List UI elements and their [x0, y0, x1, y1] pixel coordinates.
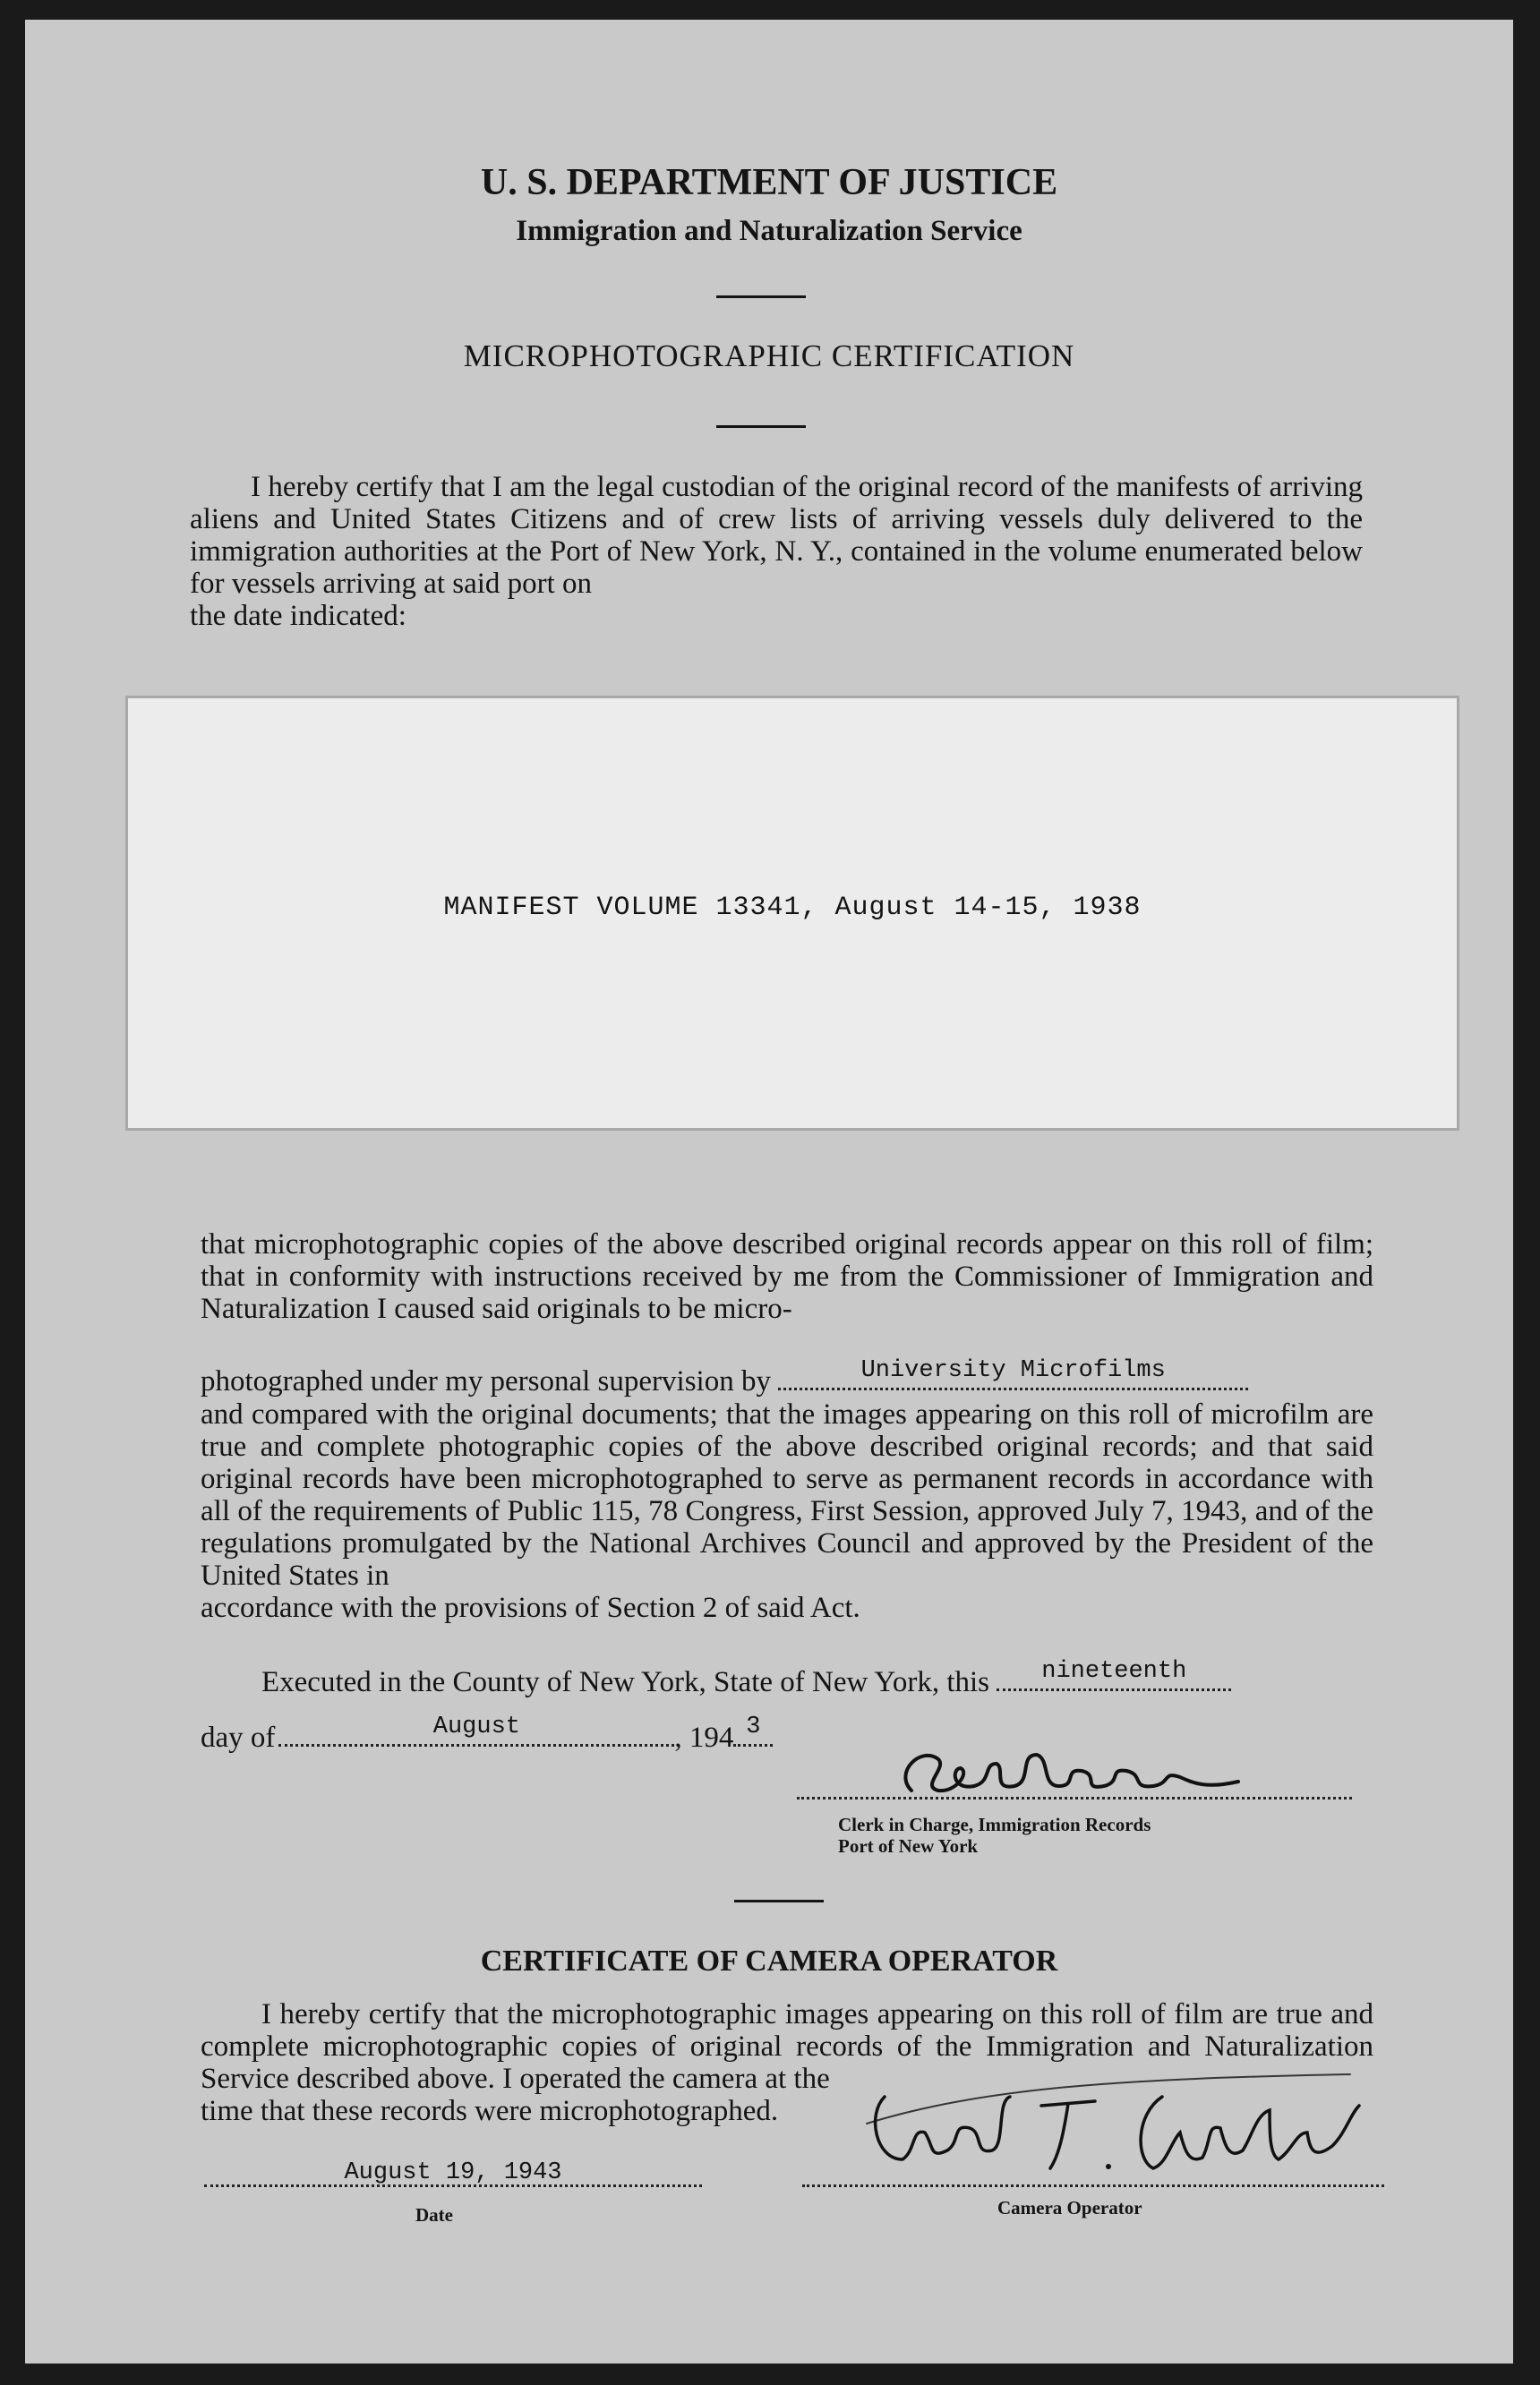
operator-signature-line — [802, 2184, 1384, 2187]
supervision-prefix: photographed under my personal supervision by — [201, 1365, 771, 1398]
divider — [734, 1900, 824, 1902]
camera-date-value: August 19, 1943 — [344, 2159, 562, 2186]
month-value: August — [432, 1714, 520, 1740]
supervision-line — [201, 1357, 1248, 1398]
clerk-signature-line — [797, 1797, 1352, 1799]
divider — [716, 425, 806, 428]
clerk-title-line1: Clerk in Charge, Immigration Records — [838, 1814, 1151, 1835]
service-subheading: Immigration and Naturalization Service — [516, 215, 1022, 247]
execution-line — [261, 1658, 1231, 1699]
intro-last-line: the date indicated: — [190, 600, 406, 632]
clerk-title-line2: Port of New York — [838, 1835, 979, 1857]
department-heading: U. S. DEPARTMENT OF JUSTICE — [480, 162, 1058, 203]
certificate-page — [25, 20, 1513, 2364]
body-paragraph-top — [201, 1228, 1373, 1325]
day-value: nineteenth — [1041, 1658, 1187, 1685]
camera-operator-heading: CERTIFICATE OF CAMERA OPERATOR — [480, 1945, 1058, 1978]
certification-title: MICROPHOTOGRAPHIC CERTIFICATION — [463, 338, 1075, 373]
clerk-title — [838, 1814, 1151, 1857]
year-field — [733, 1714, 773, 1747]
year-value: 3 — [746, 1714, 761, 1740]
day-of-label: day of — [201, 1722, 276, 1754]
execution-prefix: Executed in the County of New York, State of New York, this — [261, 1666, 990, 1698]
camera-last-line: time that these records were microphotographed. — [201, 2095, 779, 2127]
month-field — [278, 1714, 674, 1747]
intro-paragraph — [190, 471, 1363, 632]
supervision-value: University Microfilms — [860, 1357, 1166, 1384]
supervision-field — [778, 1357, 1248, 1390]
year-prefix: , 194 — [674, 1722, 734, 1754]
body-last-line: accordance with the provisions of Section 2 of said Act. — [201, 1592, 860, 1624]
clerk-signature — [885, 1737, 1261, 1817]
manifest-record-box — [125, 696, 1459, 1131]
date-line — [201, 1714, 773, 1755]
date-label: Date — [415, 2204, 453, 2226]
body-main-text: that microphotographic copies of the above described original records appear on this roll of film; that in conformity with instructions received by me from the Commissioner of Immigration and Naturalization I caused said originals to be micro- — [201, 1228, 1373, 1325]
manifest-volume-text: MANIFEST VOLUME 13341, August 14-15, 1938 — [443, 893, 1142, 923]
body-paragraph-rest — [201, 1398, 1373, 1624]
camera-operator-label: Camera Operator — [997, 2197, 1142, 2218]
divider — [716, 295, 806, 298]
body-rest-text: and compared with the original documents; that the images appearing on this roll of microfilm are true and complete photographic copies of the above described original records; and that said original records have been microphotographed to serve as permanent records in accordance with all of the requirements of Public 115, 78 Congress, First Session, approved July 7, 1943, and of the regulations promulgated by the National Archives Council and approved by the President of the United States in — [201, 1398, 1373, 1592]
intro-text: I hereby certify that I am the legal custodian of the original record of the manifests of arriving aliens and United States Citizens and of crew lists of arriving vessels duly delivered to the immigration authorities at the Port of New York, N. Y., contained in the volume enumerated below for vessels arriving at said port on — [190, 471, 1363, 600]
camera-text: I hereby certify that the microphotographic images appearing on this roll of film are true and complete microphotographic copies of original records of the Immigration and Naturalization Service described above. I operated the camera at the — [201, 1998, 1373, 2095]
day-field — [997, 1658, 1231, 1691]
operator-signature — [849, 2061, 1386, 2195]
